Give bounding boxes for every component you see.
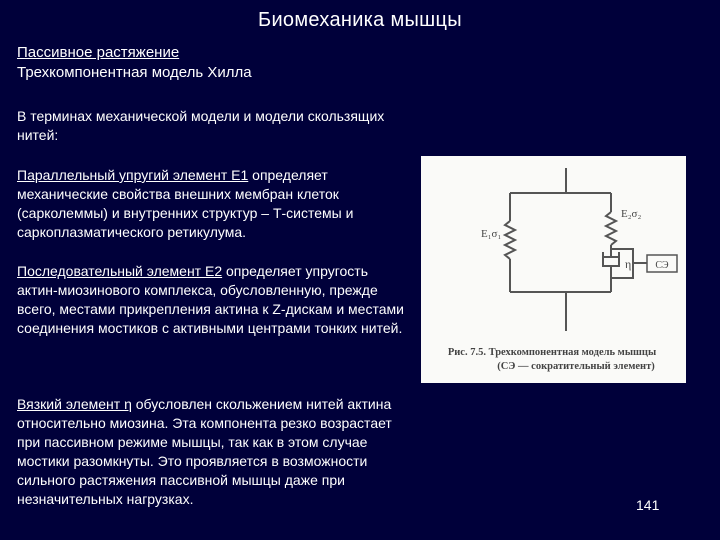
slide-title: Биомеханика мышцы xyxy=(258,9,462,31)
label-e1: E₁σ₁ xyxy=(481,228,502,240)
text-parallel-element: определяет механические свойства внешних мембран клеток (сарколеммы) и внутренних структур – Т-системы и саркоплазматического ретикулума. xyxy=(17,167,354,240)
term-serial-element: Последовательный элемент Е2 xyxy=(17,263,223,279)
diagram-lines xyxy=(505,168,677,331)
label-ce: СЭ xyxy=(655,260,669,271)
spring-e2 xyxy=(606,212,616,245)
subtitle-line-2: Трехкомпонентная модель Хилла xyxy=(17,64,252,81)
caption-line-2: (СЭ — сократительный элемент) xyxy=(497,361,655,372)
subtitle-block xyxy=(17,43,252,83)
subtitle-line-1: Пассивное растяжение xyxy=(17,44,180,61)
intro-text: В терминах механической модели и модели скользящих нитей: xyxy=(17,108,385,143)
hill-model-figure xyxy=(421,156,686,383)
paragraph-serial-element xyxy=(17,262,412,338)
paragraph-viscous-element xyxy=(17,395,412,509)
spring-e1 xyxy=(505,221,515,259)
text-viscous-element: обусловлен скольжением нитей актина относительно миозина. Эта компонента резко возрастает при пассивном режиме мышцы, так как в этом случае мостики разомкнуты. Это проявляется в возможности сильного растяжения пассивной мышцы даже при незначительных нагрузках. xyxy=(17,396,392,507)
text-serial-element: определяет упругость актин-миозинового комплекса, обусловленную, прежде всего, местами прикрепления актина к Z-дискам и местами соединения мостиков с активными центрами тонких нитей. xyxy=(17,263,404,336)
label-e2: E₂σ₂ xyxy=(621,208,642,220)
label-eta: η xyxy=(625,257,632,271)
term-parallel-element: Параллельный упругий элемент Е1 xyxy=(17,167,249,183)
term-viscous-element: Вязкий элемент η xyxy=(17,396,132,412)
page-number: 141 xyxy=(636,497,660,513)
hill-model-diagram xyxy=(421,156,686,383)
paragraph-parallel-element xyxy=(17,166,412,242)
caption-line-1: Рис. 7.5. Трехкомпонентная модель мышцы xyxy=(447,347,657,358)
